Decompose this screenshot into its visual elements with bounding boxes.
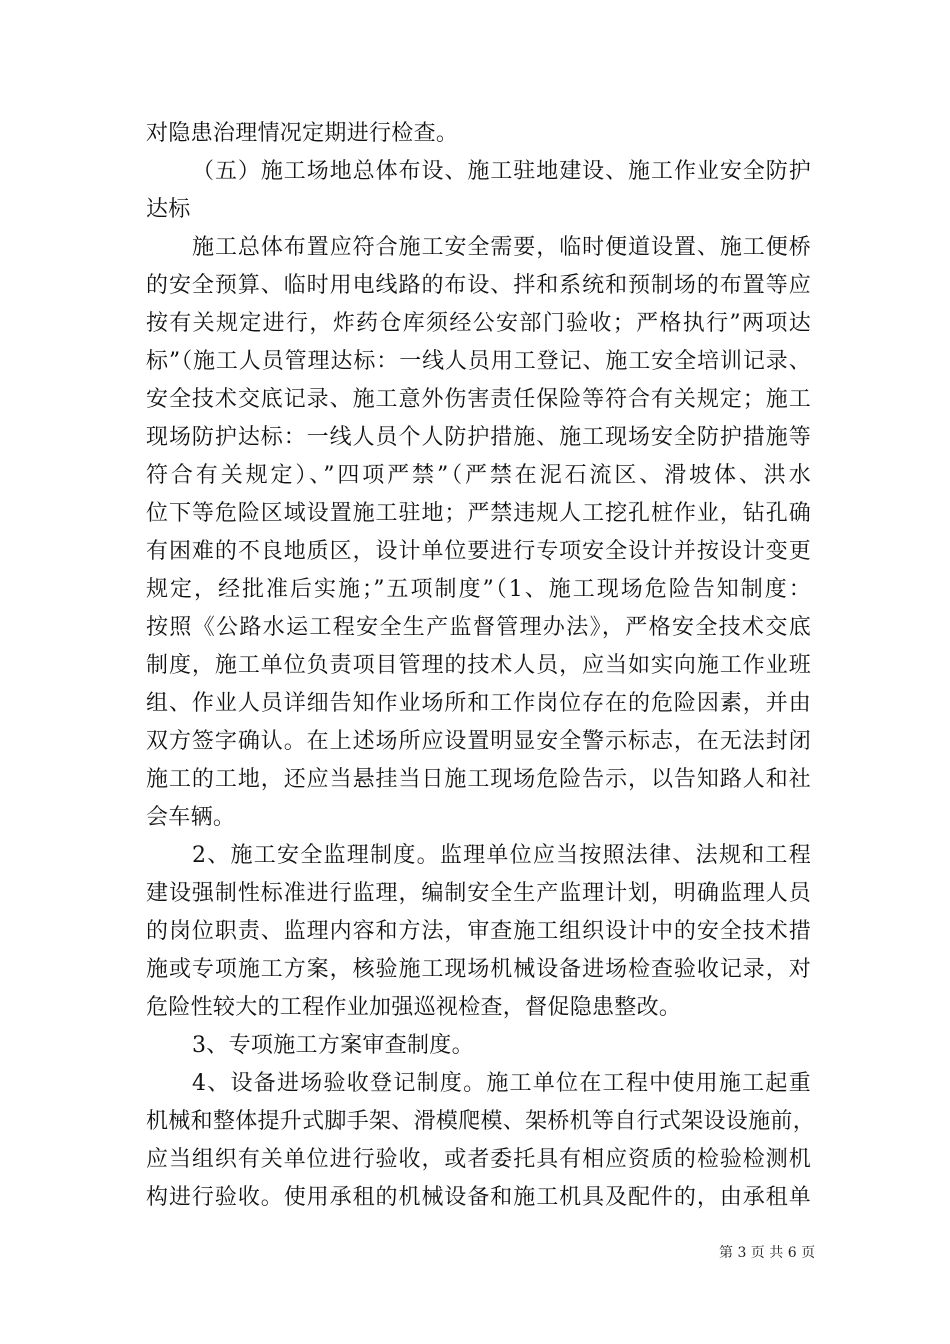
text-line: 标”（施工人员管理达标：一线人员用工登记、施工安全培训记录、 xyxy=(146,349,811,374)
text-line: 有困难的不良地质区，设计单位要进行专项安全设计并按设计变更 xyxy=(146,539,811,564)
text-line: 双方签字确认。在上述场所应设置明显安全警示标志，在无法封闭 xyxy=(146,729,811,754)
paragraph-start: 施工总体布置应符合施工安全需要，临时便道设置、施工便桥 xyxy=(192,235,811,260)
text-line: 现场防护达标：一线人员个人防护措施、施工现场安全防护措施等 xyxy=(146,425,811,450)
text-line: 应当组织有关单位进行验收，或者委托具有相应资质的检验检测机 xyxy=(146,1147,811,1172)
section-heading-continued: 达标 xyxy=(146,197,191,222)
paragraph-start: 2、施工安全监理制度。监理单位应当按照法律、法规和工程 xyxy=(192,843,811,868)
section-heading: （五）施工场地总体布设、施工驻地建设、施工作业安全防护 xyxy=(192,159,811,184)
text-line: 危险性较大的工程作业加强巡视检查，督促隐患整改。 xyxy=(146,995,682,1020)
text-line: 符合有关规定）、”四项严禁”（严禁在泥石流区、滑坡体、洪水 xyxy=(146,463,811,488)
paragraph-start: 3、专项施工方案审查制度。 xyxy=(192,1033,474,1058)
text-line: 对隐患治理情况定期进行检查。 xyxy=(146,121,459,146)
text-line: 的安全预算、临时用电线路的布设、拌和系统和预制场的布置等应 xyxy=(146,273,811,298)
text-line: 的岗位职责、监理内容和方法，审查施工组织设计中的安全技术措 xyxy=(146,919,811,944)
text-line: 构进行验收。使用承租的机械设备和施工机具及配件的，由承租单 xyxy=(146,1185,811,1210)
text-line: 制度，施工单位负责项目管理的技术人员，应当如实向施工作业班 xyxy=(146,653,811,678)
text-line: 施或专项施工方案，核验施工现场机械设备进场检查验收记录，对 xyxy=(146,957,811,982)
text-line: 会车辆。 xyxy=(146,805,236,830)
text-line: 安全技术交底记录、施工意外伤害责任保险等符合有关规定；施工 xyxy=(146,387,811,412)
text-line: 按照《公路水运工程安全生产监督管理办法》，严格安全技术交底 xyxy=(146,615,811,640)
text-line: 机械和整体提升式脚手架、滑模爬模、架桥机等自行式架设设施前， xyxy=(146,1109,816,1134)
text-line: 组、作业人员详细告知作业场所和工作岗位存在的危险因素，并由 xyxy=(146,691,811,716)
text-line: 按有关规定进行，炸药仓库须经公安部门验收；严格执行”两项达 xyxy=(146,311,811,336)
text-line: 位下等危险区域设置施工驻地；严禁违规人工挖孔桩作业，钻孔确 xyxy=(146,501,811,526)
text-line: 建设强制性标准进行监理，编制安全生产监理计划，明确监理人员 xyxy=(146,881,811,906)
text-line: 施工的工地，还应当悬挂当日施工现场危险告示，以告知路人和社 xyxy=(146,767,811,792)
text-line: 规定，经批准后实施；”五项制度”（1、施工现场危险告知制度： xyxy=(146,577,811,602)
page-number-footer: 第 3 页 共 6 页 xyxy=(719,1245,816,1261)
paragraph-start: 4、设备进场验收登记制度。施工单位在工程中使用施工起重 xyxy=(192,1071,811,1096)
